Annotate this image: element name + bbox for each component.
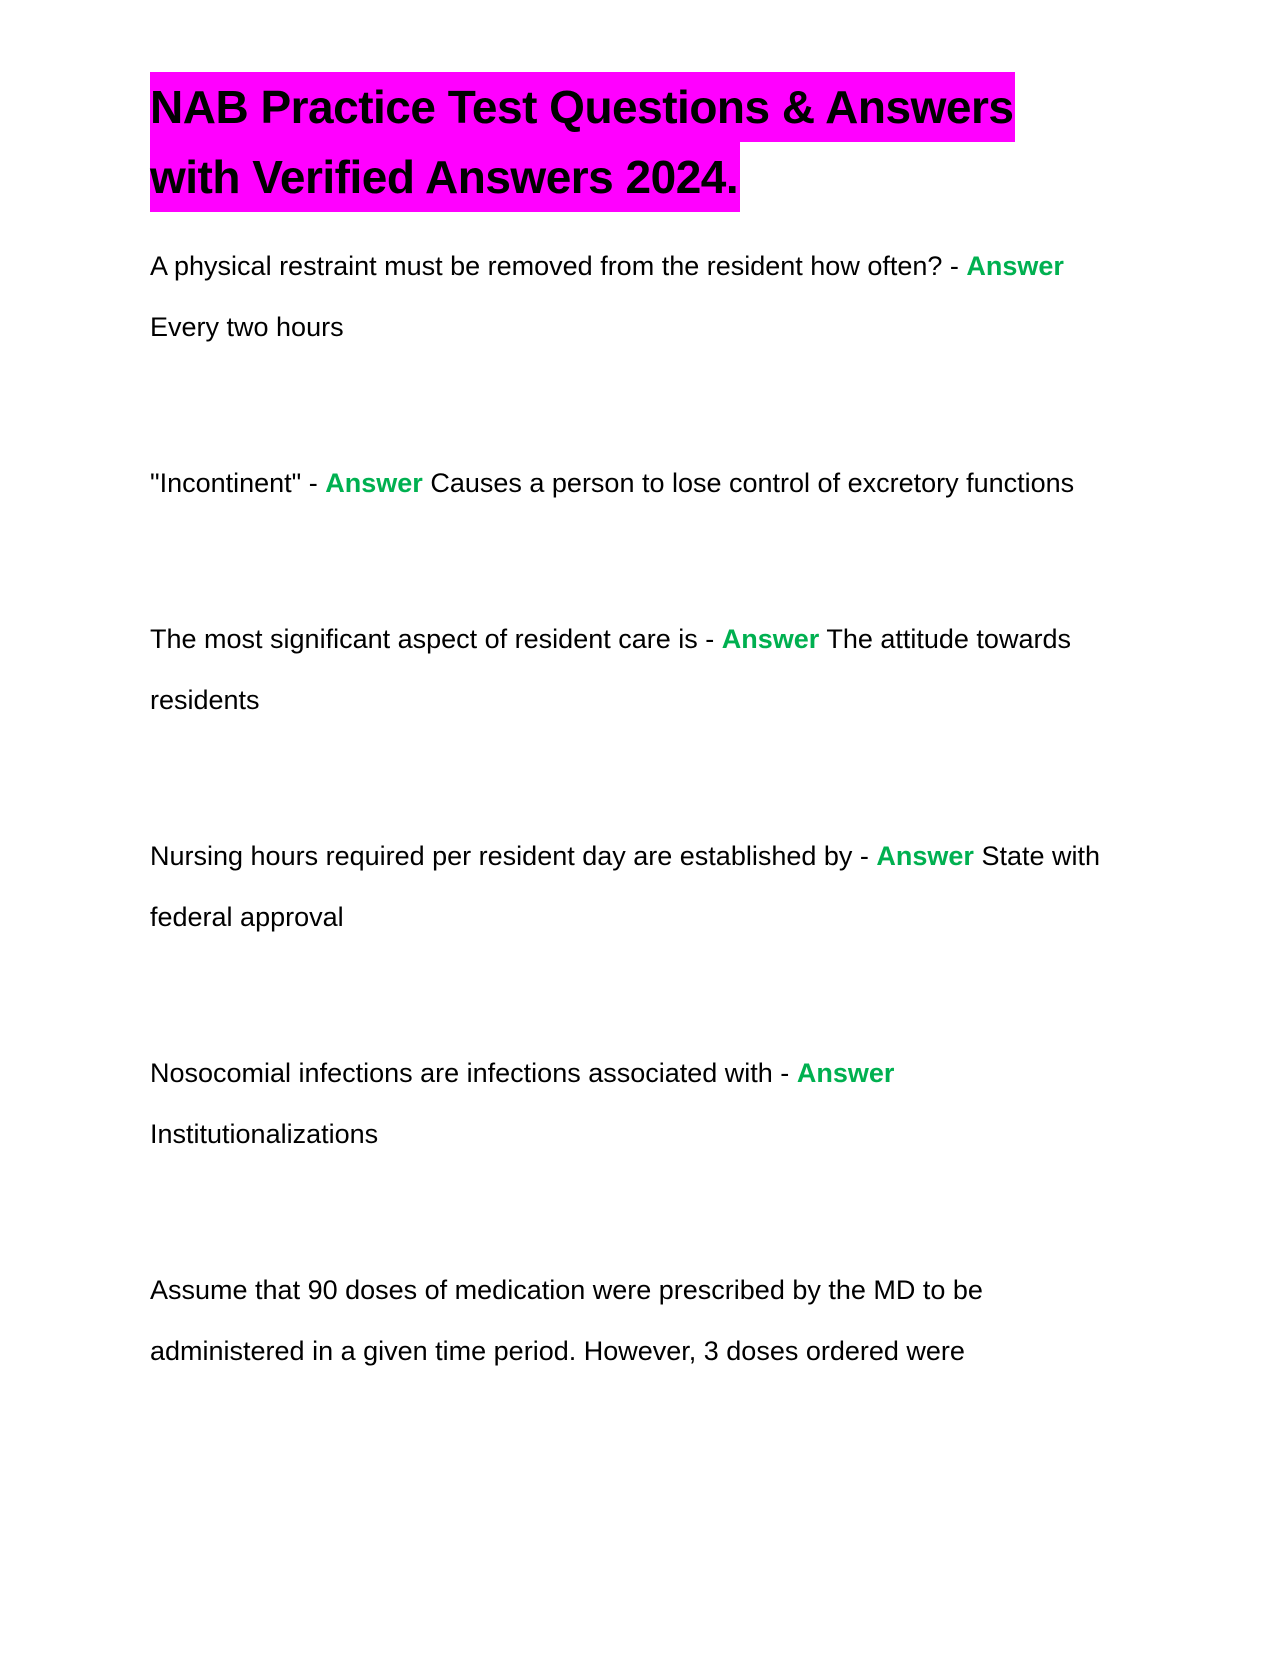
answer-text: The attitude towards residents [150,624,1071,715]
qa-item-3 [150,609,1110,731]
answer-label: Answer [966,251,1064,281]
question-text: The most significant aspect of resident care is - [150,624,715,654]
qa-item-5 [150,1043,1110,1165]
document-page [150,72,1110,1382]
answer-label: Answer [876,841,974,871]
document-title [150,72,1110,212]
trailing-paragraph: Assume that 90 doses of medication were prescribed by the MD to be administered in a given time period. However, 3 doses ordered were [150,1275,983,1366]
answer-label: Answer [325,468,423,498]
answer-label: Answer [721,624,820,654]
question-text: "Incontinent" - [150,468,318,498]
title-line-2: with Verified Answers 2024. [150,142,740,212]
answer-text: State with federal approval [150,841,1101,932]
qa-item-1 [150,236,1110,358]
qa-item-2 [150,453,1110,514]
question-text: A physical restraint must be removed from the resident how often? - [150,251,959,281]
question-text: Nosocomial infections are infections associated with - [150,1058,790,1088]
answer-text: Causes a person to lose control of excretory functions [430,468,1075,498]
question-text: Nursing hours required per resident day are established by - [150,841,869,871]
answer-text: Institutionalizations [150,1119,379,1149]
answer-label: Answer [796,1058,895,1088]
title-line-1: NAB Practice Test Questions & Answers [150,72,1015,142]
qa-item-4 [150,826,1110,948]
answer-text: Every two hours [150,312,344,342]
